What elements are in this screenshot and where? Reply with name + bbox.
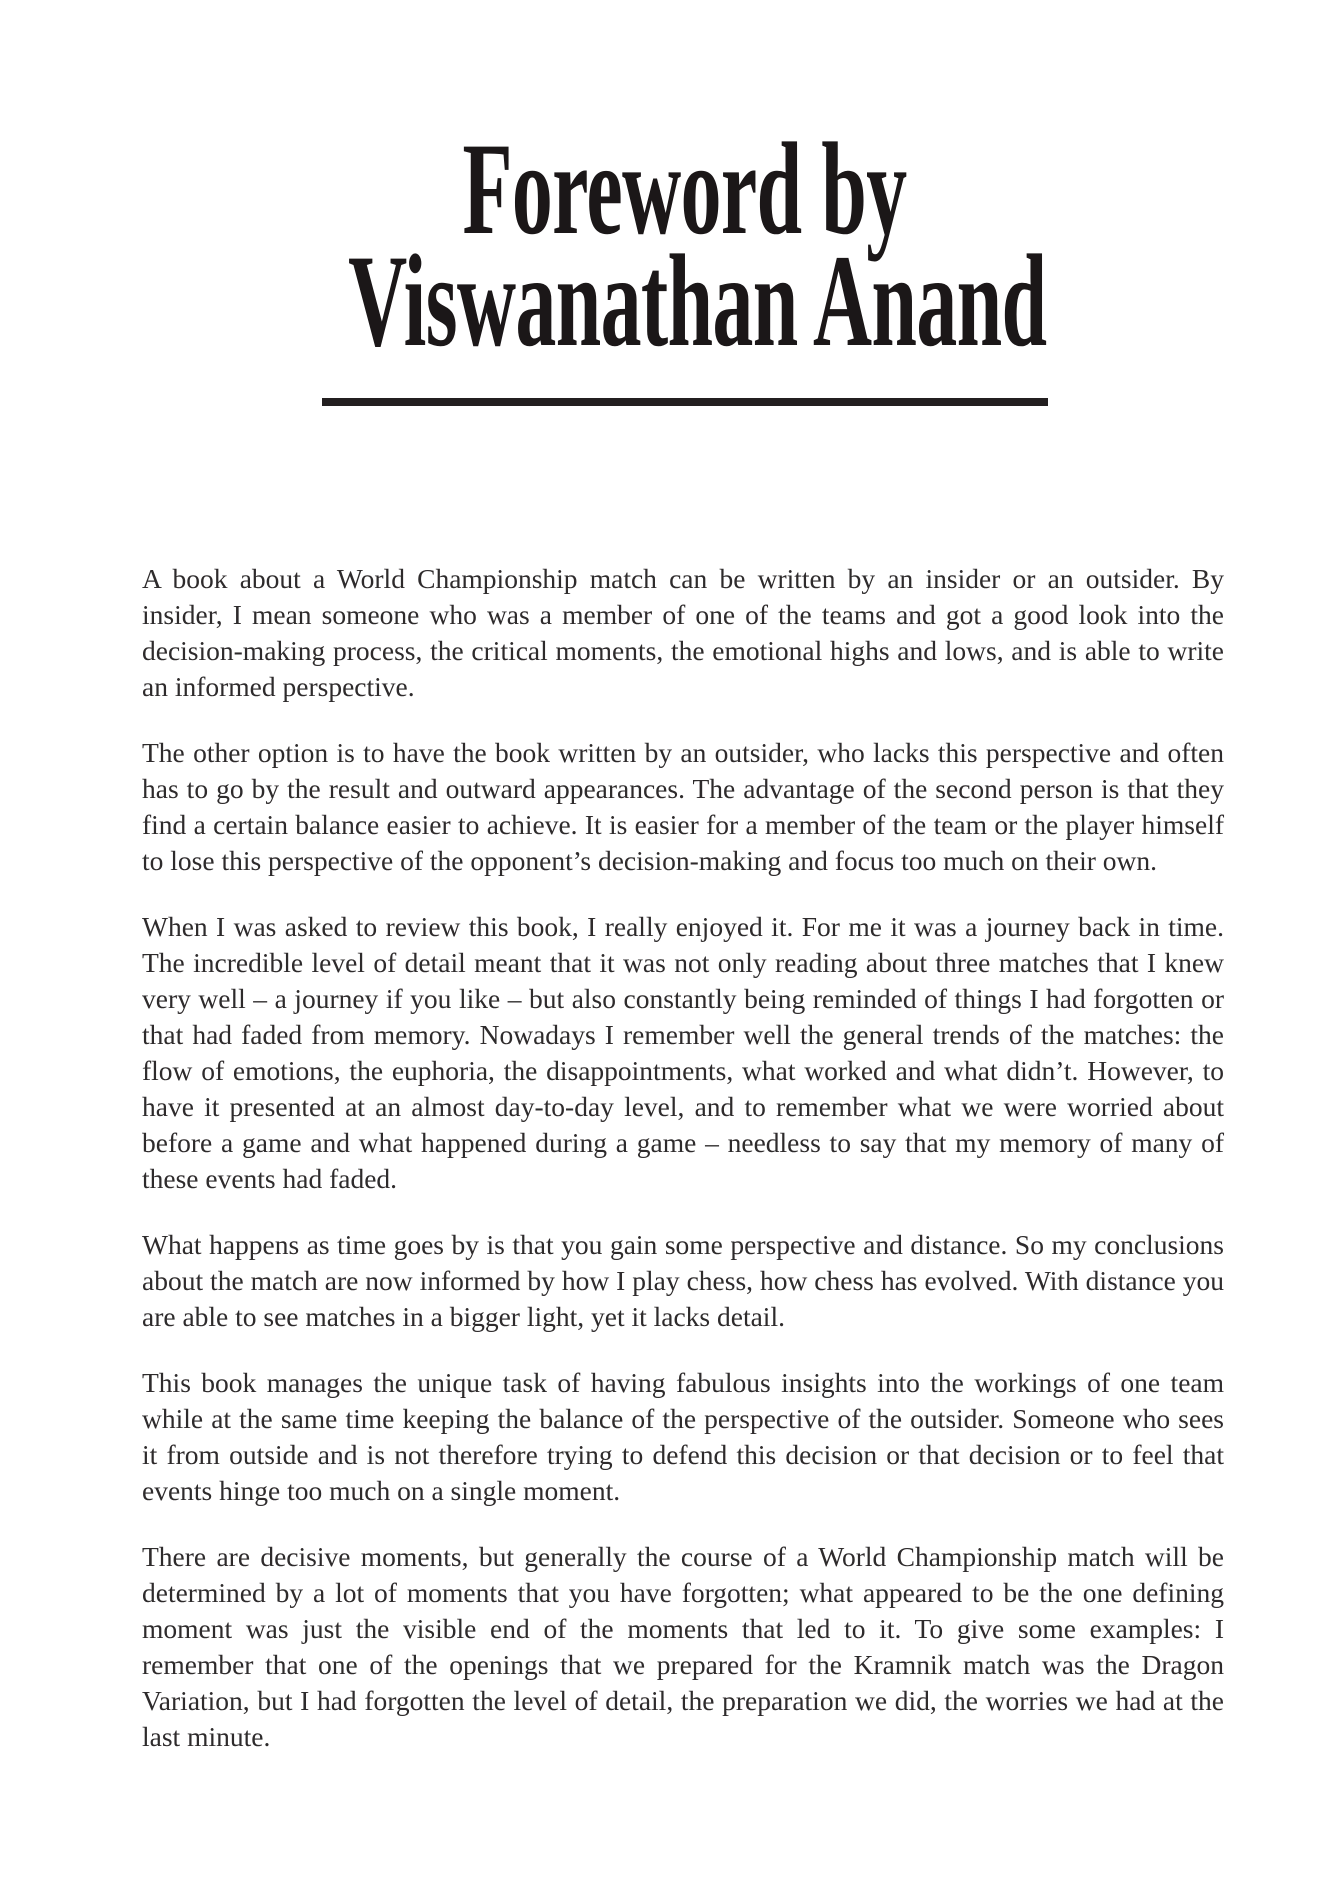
paragraph: There are decisive moments, but generally the course of a World Championship match will be determined by a lot of moments that you have forgotten; what appeared to be the one defining moment was just the visible end of the moments that led to it. To give some examples: I remember that one of the openings that we prepared for the Kramnik match was the Dragon Variation, but I had forgotten the level of detail, the preparation we did, the worries we had at the last minute. [142, 1541, 1224, 1752]
title-line-2: Viswanathan Anand [348, 227, 1047, 374]
foreword-body [142, 561, 1224, 1755]
title-line-1: Foreword by [462, 115, 907, 262]
paragraph: A book about a World Championship match can be written by an insider or an outsider. By insider, I mean someone who was a member of one of the teams and got a good look into the decision-making process, the critical moments, the emotional highs and lows, and is able to write an informed perspective. [142, 563, 1224, 702]
paragraph: What happens as time goes by is that you gain some perspective and distance. So my conclusions about the match are now informed by how I play chess, how chess has evolved. With distance you are able to see matches in a bigger light, yet it lacks detail. [142, 1229, 1224, 1332]
foreword-title [142, 115, 1227, 374]
paragraph: This book manages the unique task of having fabulous insights into the workings of one team while at the same time keeping the balance of the perspective of the outsider. Someone who sees it from outside and is not therefore trying to defend this decision or that decision or to feel that events hinge too much on a single moment. [142, 1367, 1224, 1506]
paragraph: The other option is to have the book written by an outsider, who lacks this perspective and often has to go by the result and outward appearances. The advantage of the second person is that they find a certain balance easier to achieve. It is easier for a member of the team or the player himself to lose this perspective of the opponent’s decision-making and focus too much on their own. [142, 737, 1224, 876]
title-divider-rule [322, 398, 1048, 406]
paragraph: When I was asked to review this book, I really enjoyed it. For me it was a journey back in time. The incredible level of detail meant that it was not only reading about three matches that I knew very well – a journey if you like – but also constantly being reminded of things I had forgotten or that had faded from memory. Nowadays I remember well the general trends of the matches: the flow of emotions, the euphoria, the disappointments, what worked and what didn’t. However, to have it presented at an almost day-to-day level, and to remember what we were worried about before a game and what happened during a game – needless to say that my memory of many of these events had faded. [142, 911, 1224, 1194]
